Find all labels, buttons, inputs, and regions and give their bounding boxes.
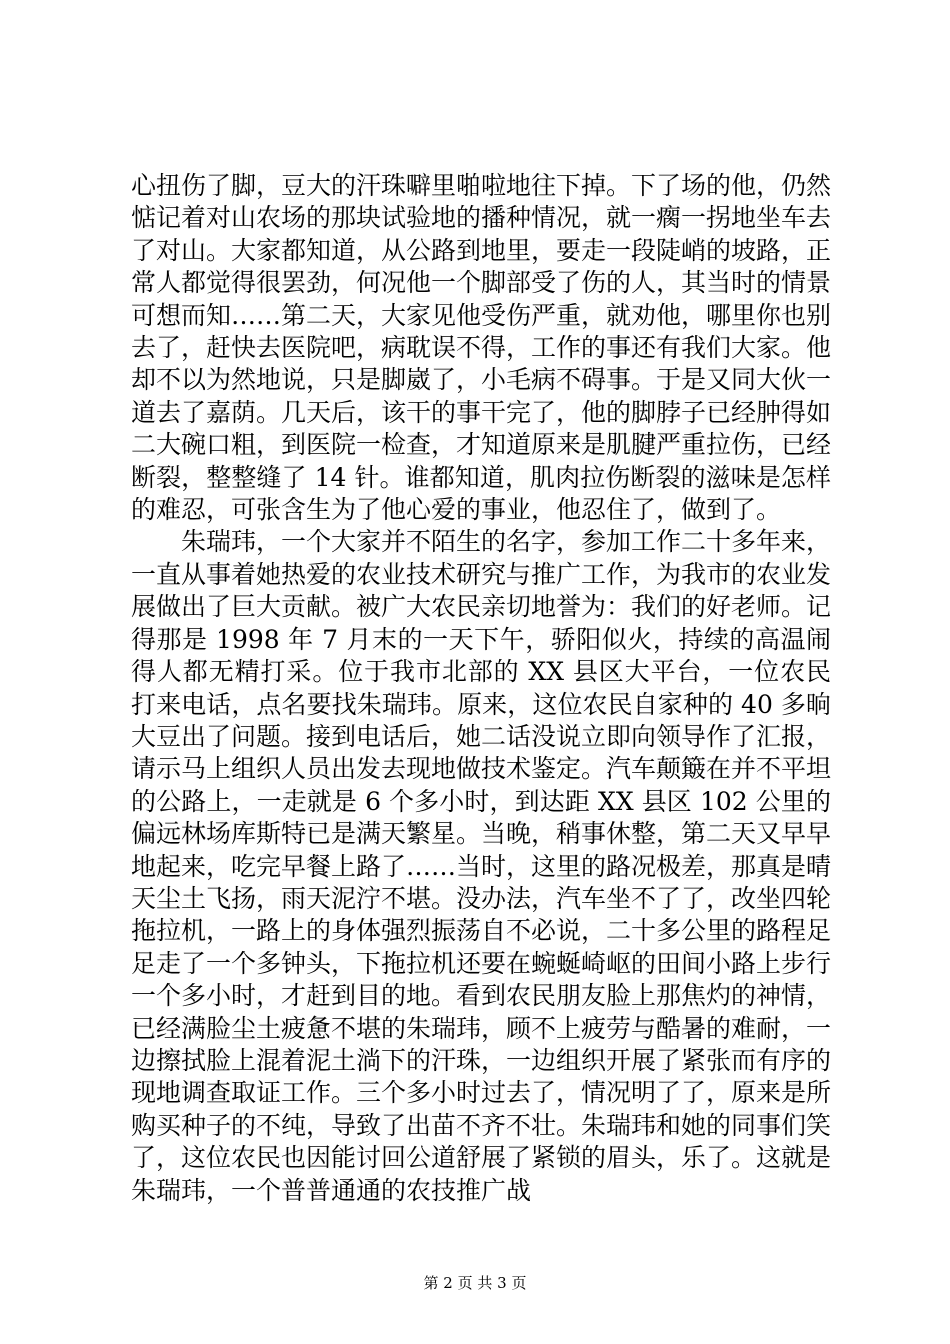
body-text <box>131 170 831 1207</box>
page-footer: 第 2 页 共 3 页 <box>423 1274 527 1292</box>
paragraph-2: 朱瑞玮，一个大家并不陌生的名字，参加工作二十多年来，一直从事着她热爱的农业技术研究与推广工作，为我市的农业发展做出了巨大贡献。被广大农民亲切地誉为：我们的好老师。记得那是 1998 年 7 月末的一天下午，骄阳似火，持续的高温闹得人都无精打采。位于我市北部的 XX 县区大平台，一位农民打来电话，点名要找朱瑞玮。原来，这位农民自家种的 40 多晌大豆出了问题。接到电话后，她二话没说立即向领导作了汇报，请示马上组织人员出发去现地做技术鉴定。汽车颠簸在并不平坦的公路上，一走就是 6 个多小时，到达距 XX 县区 102 公里的偏远林场库斯特已是满天繁星。当晚，稍事休整，第二天又早早地起来，吃完早餐上路了……当时，这里的路况极差，那真是晴天尘土飞扬，雨天泥泞不堪。没办法，汽车坐不了了，改坐四轮拖拉机，一路上的身体强烈振荡自不必说，二十多公里的路程足足走了一个多钟头，下拖拉机还要在蜿蜒崎岖的田间小路上步行一个多小时，才赶到目的地。看到农民朋友脸上那焦灼的神情，已经满脸尘土疲惫不堪的朱瑞玮，顾不上疲劳与酷暑的难耐，一边擦拭脸上混着泥土淌下的汗珠，一边组织开展了紧张而有序的现地调查取证工作。三个多小时过去了，情况明了了，原来是所购买种子的不纯，导致了出苗不齐不壮。朱瑞玮和她的同事们笑了，这位农民也因能讨回公道舒展了紧锁的眉头，乐了。这就是朱瑞玮，一个普普通通的农技推广战 <box>131 527 832 1205</box>
paragraph-1: 心扭伤了脚，豆大的汗珠噼里啪啦地往下掉。下了场的他，仍然惦记着对山农场的那块试验地的播种情况，就一瘸一拐地坐车去了对山。大家都知道，从公路到地里，要走一段陡峭的坡路，正常人都觉得很罢劲，何况他一个脚部受了伤的人，其当时的情景可想而知……第二天，大家见他受伤严重，就劝他，哪里你也别去了，赶快去医院吧，病耽误不得，工作的事还有我们大家。他却不以为然地说，只是脚崴了，小毛病不碍事。于是又同大伙一道去了嘉荫。几天后，该干的事干完了，他的脚脖子已经肿得如二大碗口粗，到医院一检查，才知道原来是肌腱严重拉伤，已经断裂，整整缝了 14 针。谁都知道，肌肉拉伤断裂的滋味是怎样的难忍，可张含生为了他心爱的事业，他忍住了，做到了。 <box>131 171 832 525</box>
